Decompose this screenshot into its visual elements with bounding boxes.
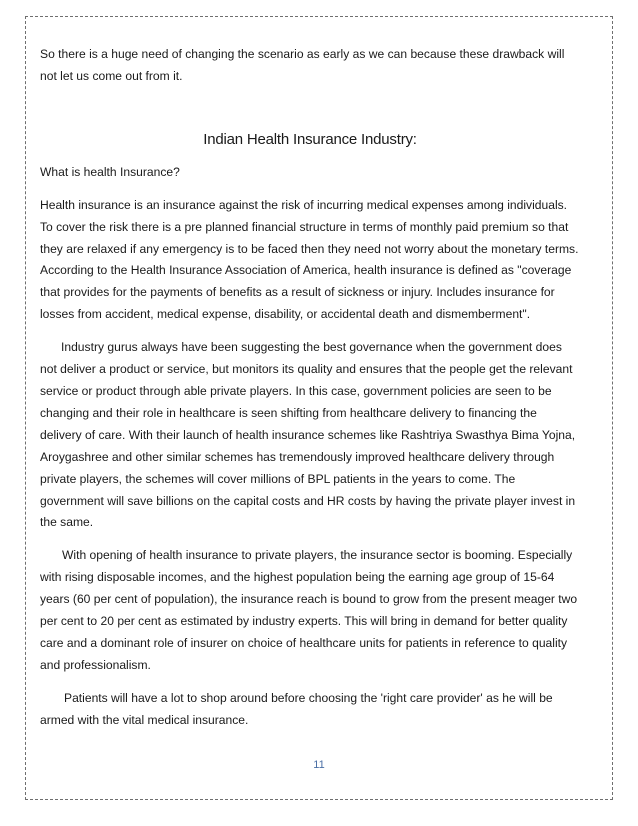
opening-paragraph: With opening of health insurance to private players, the insurance sector is booming. Especially with rising disposable incomes, and the highest population being the earning age group of 15-64 years (60 per cent of population), the insurance reach is bound to grow from the present meager two per cent to 20 per cent as estimated by industry experts. This will bring in demand for better quality care and a dominant role of insurer on choice of healthcare units for patients in reference to quality and professionalism. <box>40 548 578 672</box>
section-heading: Indian Health Insurance Industry: <box>203 130 417 148</box>
intro-paragraph: So there is a huge need of changing the scenario as early as we can because these drawback will not let us come out from it. <box>40 47 565 83</box>
question-paragraph: What is health Insurance? <box>40 164 180 179</box>
definition-paragraph: Health insurance is an insurance against the risk of incurring medical expenses among individuals. To cover the risk there is a pre planned financial structure in terms of monthly paid premium so that they are relaxed if any emergency is to be faced then they need not worry about the monetary terms. According to the Health Insurance Association of America, health insurance is defined as "coverage that provides for the payments of benefits as a result of sickness or injury. Includes insurance for losses from accident, medical expense, disability, or accidental death and dismemberment". <box>40 197 579 322</box>
governance-paragraph: Industry gurus always have been suggesting the best governance when the government does not deliver a product or service, but monitors its quality and ensures that the people get the relevant service or product through able private players. In this case, government policies are seen to be changing and their role in healthcare is seen shifting from healthcare delivery to financing the delivery of care. With their launch of health insurance schemes like Rashtriya Swasthya Bima Yojna, Aroygashree and other similar schemes has tremendously improved healthcare delivery through private players, the schemes will cover millions of BPL patients in the years to come. The government will save billions on the capital costs and HR costs by having the private player invest in the same. <box>40 340 576 530</box>
patients-paragraph: Patients will have a lot to shop around before choosing the 'right care provider' as he will be armed with the vital medical insurance. <box>40 690 553 727</box>
document-body <box>40 44 580 743</box>
page-number: 11 <box>313 759 325 771</box>
